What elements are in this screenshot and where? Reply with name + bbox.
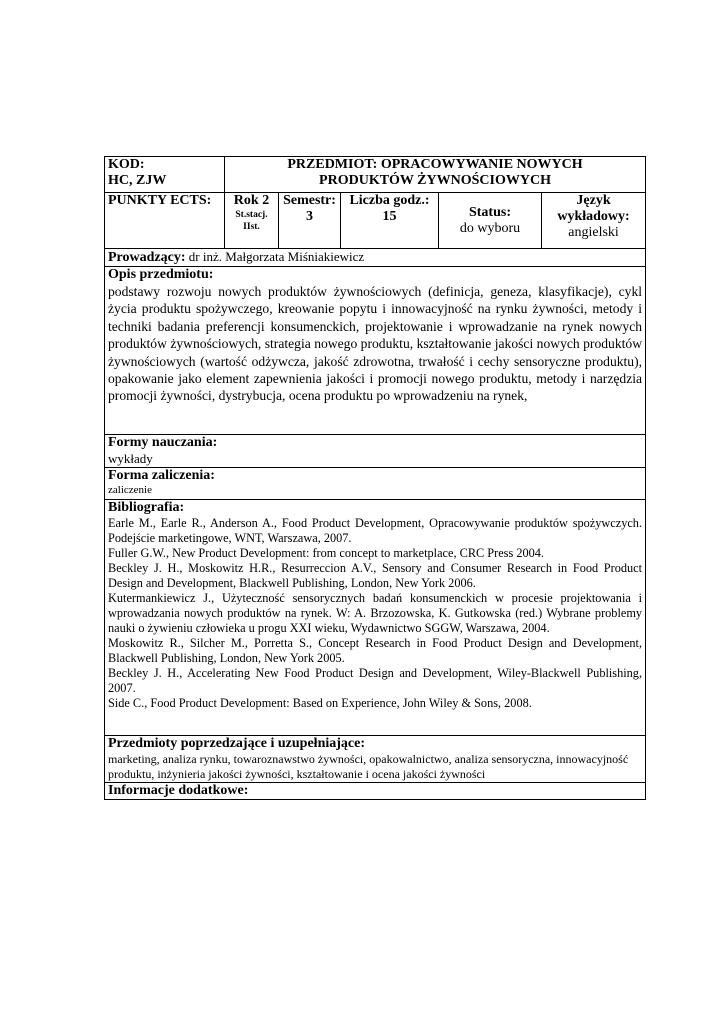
semestr-value: 3: [306, 209, 313, 224]
kod-label: KOD:: [108, 157, 145, 172]
bibliografia-entry: Earle M., Earle R., Anderson A., Food Product Development, Opracowywanie produktów spożywczych. Podejście marketingowe, WNT, Warszawa, 2007.: [108, 516, 643, 545]
prowadzacy-value: dr inż. Małgorzata Miśniakiewicz: [185, 249, 365, 264]
jezyk-value: angielski: [568, 225, 619, 240]
opis-cell: [105, 267, 646, 435]
przedmiot-title-line2: PRODUKTÓW ŻYWNOŚCIOWYCH: [319, 173, 551, 188]
bibliografia-row: [105, 500, 646, 736]
zaliczenie-value: zaliczenie: [108, 484, 152, 496]
formy-label: Formy nauczania:: [108, 435, 218, 450]
przedmiot-title-line1: PRZEDMIOT: OPRACOWYWANIE NOWYCH: [287, 157, 583, 172]
rok-cell: [225, 193, 279, 249]
bibliografia-cell: [105, 500, 646, 736]
semestr-cell: [279, 193, 341, 249]
godz-label: Liczba godz.:: [349, 193, 430, 208]
bibliografia-entry: Fuller G.W., New Product Development: from concept to marketplace, CRC Press 2004.: [108, 546, 544, 560]
opis-label: Opis przedmiotu:: [108, 267, 214, 282]
rok-sub2: IIst.: [243, 222, 260, 232]
opis-text: podstawy rozwoju nowych produktów żywnościowych (definicja, geneza, klasyfikacje), cykl życia produktu spożywczego, kreowanie popytu i innowacyjność na rynku żywności, metody i techniki badania preferencji konsumenckich, projektowanie i wprowadzanie na rynek nowych produktów żywnościowych, strategia nowego produktu, kształtowanie jakości nowych produktów żywnościowych (wartość odżywcza, jakość zdrowotna, trwałość i cechy sensoryczne produktu), opakowanie jako element zapewnienia jakości i promocji nowego produktu, metody i narzędzia promocji żywności, dystrybucja, ocena produktu po wprowadzeniu na rynek,: [108, 284, 643, 404]
godz-value: 15: [382, 209, 397, 224]
opis-row: [105, 267, 646, 435]
bibliografia-label: Bibliografia:: [108, 500, 185, 515]
godz-cell: [341, 193, 439, 249]
semestr-label: Semestr:: [283, 193, 336, 208]
formy-row: [105, 435, 646, 468]
informacje-label: Informacje dodatkowe:: [105, 783, 646, 800]
bibliografia-entry: Moskowitz R., Silcher M., Porretta S., Concept Research in Food Product Design and Development, Blackwell Publishing, London, New York 2005.: [108, 636, 643, 665]
bibliografia-entry: Kutermankiewicz J., Użyteczność sensorycznych badań konsumenckich w procesie projektowania i wprowadzania nowych produktów na rynek. W: A. Brzozowska, K. Gutkowska (red.) Wybrane problemy nauki o żywieniu człowieka u progu XXI wieku, Wydawnictwo SGGW, Warszawa, 2004.: [108, 591, 643, 635]
przedmioty-label: Przedmioty poprzedzające i uzupełniające:: [108, 736, 365, 751]
przedmioty-value: marketing, analiza rynku, towaroznawstwo żywności, opakowalnictwo, analiza sensoryczna, innowacyjność produktu, inżynieria jakości żywności, kształtowanie i ocena jakości żywności: [108, 752, 629, 781]
bibliografia-entry: Beckley J. H., Moskowitz H.R., Resurreccion A.V., Sensory and Consumer Research in Food Product Design and Development, Blackwell Publishing, London, New York 2006.: [108, 561, 643, 590]
zaliczenie-label: Forma zaliczenia:: [108, 468, 215, 483]
zaliczenie-cell: [105, 468, 646, 500]
kod-value: HC, ZJW: [108, 173, 167, 188]
status-value: do wyboru: [459, 220, 521, 236]
ects-label: PUNKTY ECTS:: [105, 193, 225, 249]
zaliczenie-row: [105, 468, 646, 500]
status-cell: [439, 193, 542, 249]
course-card: [104, 156, 645, 800]
ects-row: [105, 193, 646, 249]
prowadzacy-label: Prowadzący:: [108, 250, 186, 265]
rok-sub1: St.stacj.: [235, 210, 268, 220]
formy-cell: [105, 435, 646, 468]
przedmiot-cell: [225, 157, 646, 193]
przedmioty-row: [105, 736, 646, 783]
informacje-row: [105, 783, 646, 800]
header-row: [105, 157, 646, 193]
bibliografia-entry: Side C., Food Product Development: Based on Experience, John Wiley & Sons, 2008.: [108, 696, 532, 710]
prowadzacy-cell: [105, 249, 646, 267]
bibliografia-entry: Beckley J. H., Accelerating New Food Product Design and Development, Wiley-Blackwell Publishing, 2007.: [108, 666, 643, 695]
status-label: Status:: [468, 204, 511, 220]
jezyk-label-2: wykładowy:: [557, 209, 630, 224]
jezyk-cell: [542, 193, 646, 249]
course-table: [104, 156, 646, 800]
formy-value: wykłady: [108, 451, 153, 466]
kod-cell: [105, 157, 225, 193]
rok-label: Rok 2: [233, 193, 270, 208]
prowadzacy-row: [105, 249, 646, 267]
jezyk-label-1: Język: [576, 193, 611, 208]
przedmioty-cell: [105, 736, 646, 783]
